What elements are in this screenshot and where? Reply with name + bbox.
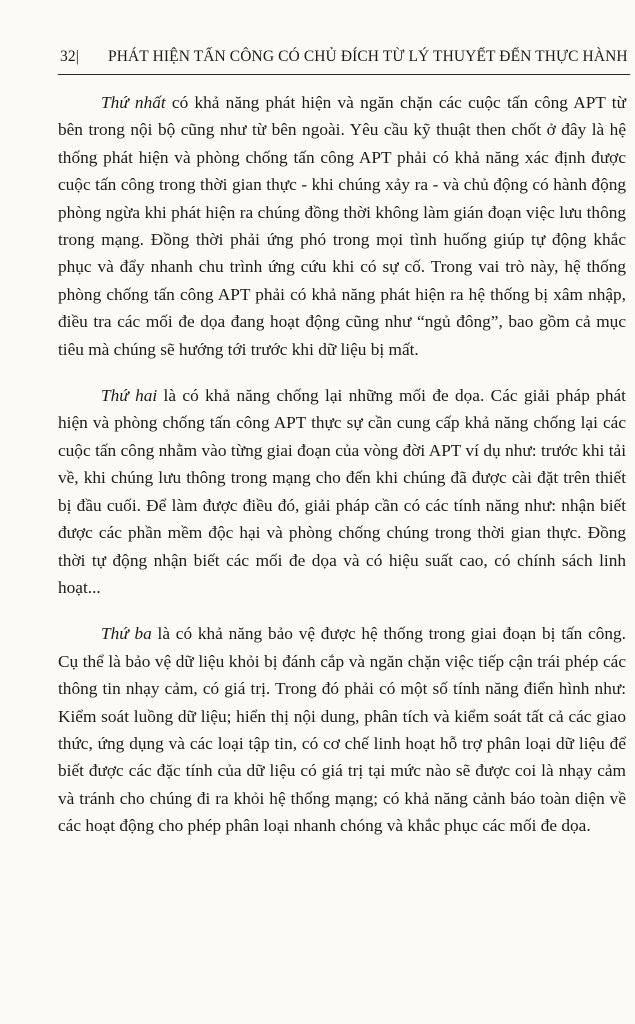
chapter-title: PHÁT HIỆN TẤN CÔNG CÓ CHỦ ĐÍCH TỪ LÝ THUYẾT ĐẾN THỰC HÀNH [108,48,628,65]
paragraph-third [58,620,626,839]
paragraph-text: có khả năng phát hiện và ngăn chặn các cuộc tấn công APT từ bên trong nội bộ cũng như từ bên ngoài. Yêu cầu kỹ thuật then chốt ở đây là hệ thống phát hiện và phòng chống tấn công APT phải có khả năng xác định được cuộc tấn công trong thời gian thực - khi chúng xảy ra - và chủ động có hành động phòng ngừa khi phát hiện ra chúng đồng thời không làm gián đoạn việc lưu thông trong mạng. Đồng thời phải ứng phó trong mọi tình huống giúp tự động khắc phục và đẩy nhanh chu trình ứng cứu khi có sự cố. Trong vai trò này, hệ thống phòng chống tấn công APT phải có khả năng phát hiện ra hệ thống bị xâm nhập, điều tra các mối đe dọa đang hoạt động cũng như “ngủ đông”, bao gồm cả mục tiêu mà chúng sẽ hướng tới trước khi dữ liệu bị mất. [58,93,626,359]
header-divider [58,74,630,75]
paragraph-lead: Thứ ba [101,624,152,644]
paragraph-text: là có khả năng bảo vệ được hệ thống trong giai đoạn bị tấn công. Cụ thể là bảo vệ dữ liệu khỏi bị đánh cắp và ngăn chặn việc tiếp cận trái phép các thông tin nhạy cảm, có giá trị. Trong đó phải có một số tính năng điển hình như: Kiểm soát luồng dữ liệu; hiển thị nội dung, phân tích và kiểm soát tất cả các giao thức, ứng dụng và các loại tập tin, có cơ chế linh hoạt hỗ trợ phân loại dữ liệu để biết được các đặc tính của dữ liệu có giá trị tại mức nào sẽ được coi là nhạy cảm và tránh cho chúng đi ra khỏi hệ thống mạng; có khả năng cảnh báo toàn diện về các hoạt động cho phép phân loại nhanh chóng và khắc phục các mối đe dọa. [58,624,626,836]
paragraph-first [58,89,626,363]
paragraph-second [58,382,626,601]
page-number: 32| [60,48,79,65]
running-header [60,48,628,70]
paragraph-lead: Thứ hai [101,386,158,406]
paragraph-lead: Thứ nhất [101,93,166,112]
body-text [58,89,626,859]
paragraph-text: là có khả năng chống lại những mối đe dọa. Các giải pháp phát hiện và phòng chống tấn công APT thực sự cần cung cấp khả năng chống lại các cuộc tấn công nhằm vào từng giai đoạn của vòng đời APT ví dụ như: trước khi tải về, khi chúng lưu thông trong mạng cho đến khi chúng đã được cài đặt trên thiết bị đầu cuối. Để làm được điều đó, giải pháp cần có các tính năng như: nhận biết được các phần mềm độc hại và phòng chống chúng trong thời gian thực. Đồng thời tự động nhận biết các mối đe dọa và có hiệu suất cao, có chính sách linh hoạt... [58,386,626,597]
